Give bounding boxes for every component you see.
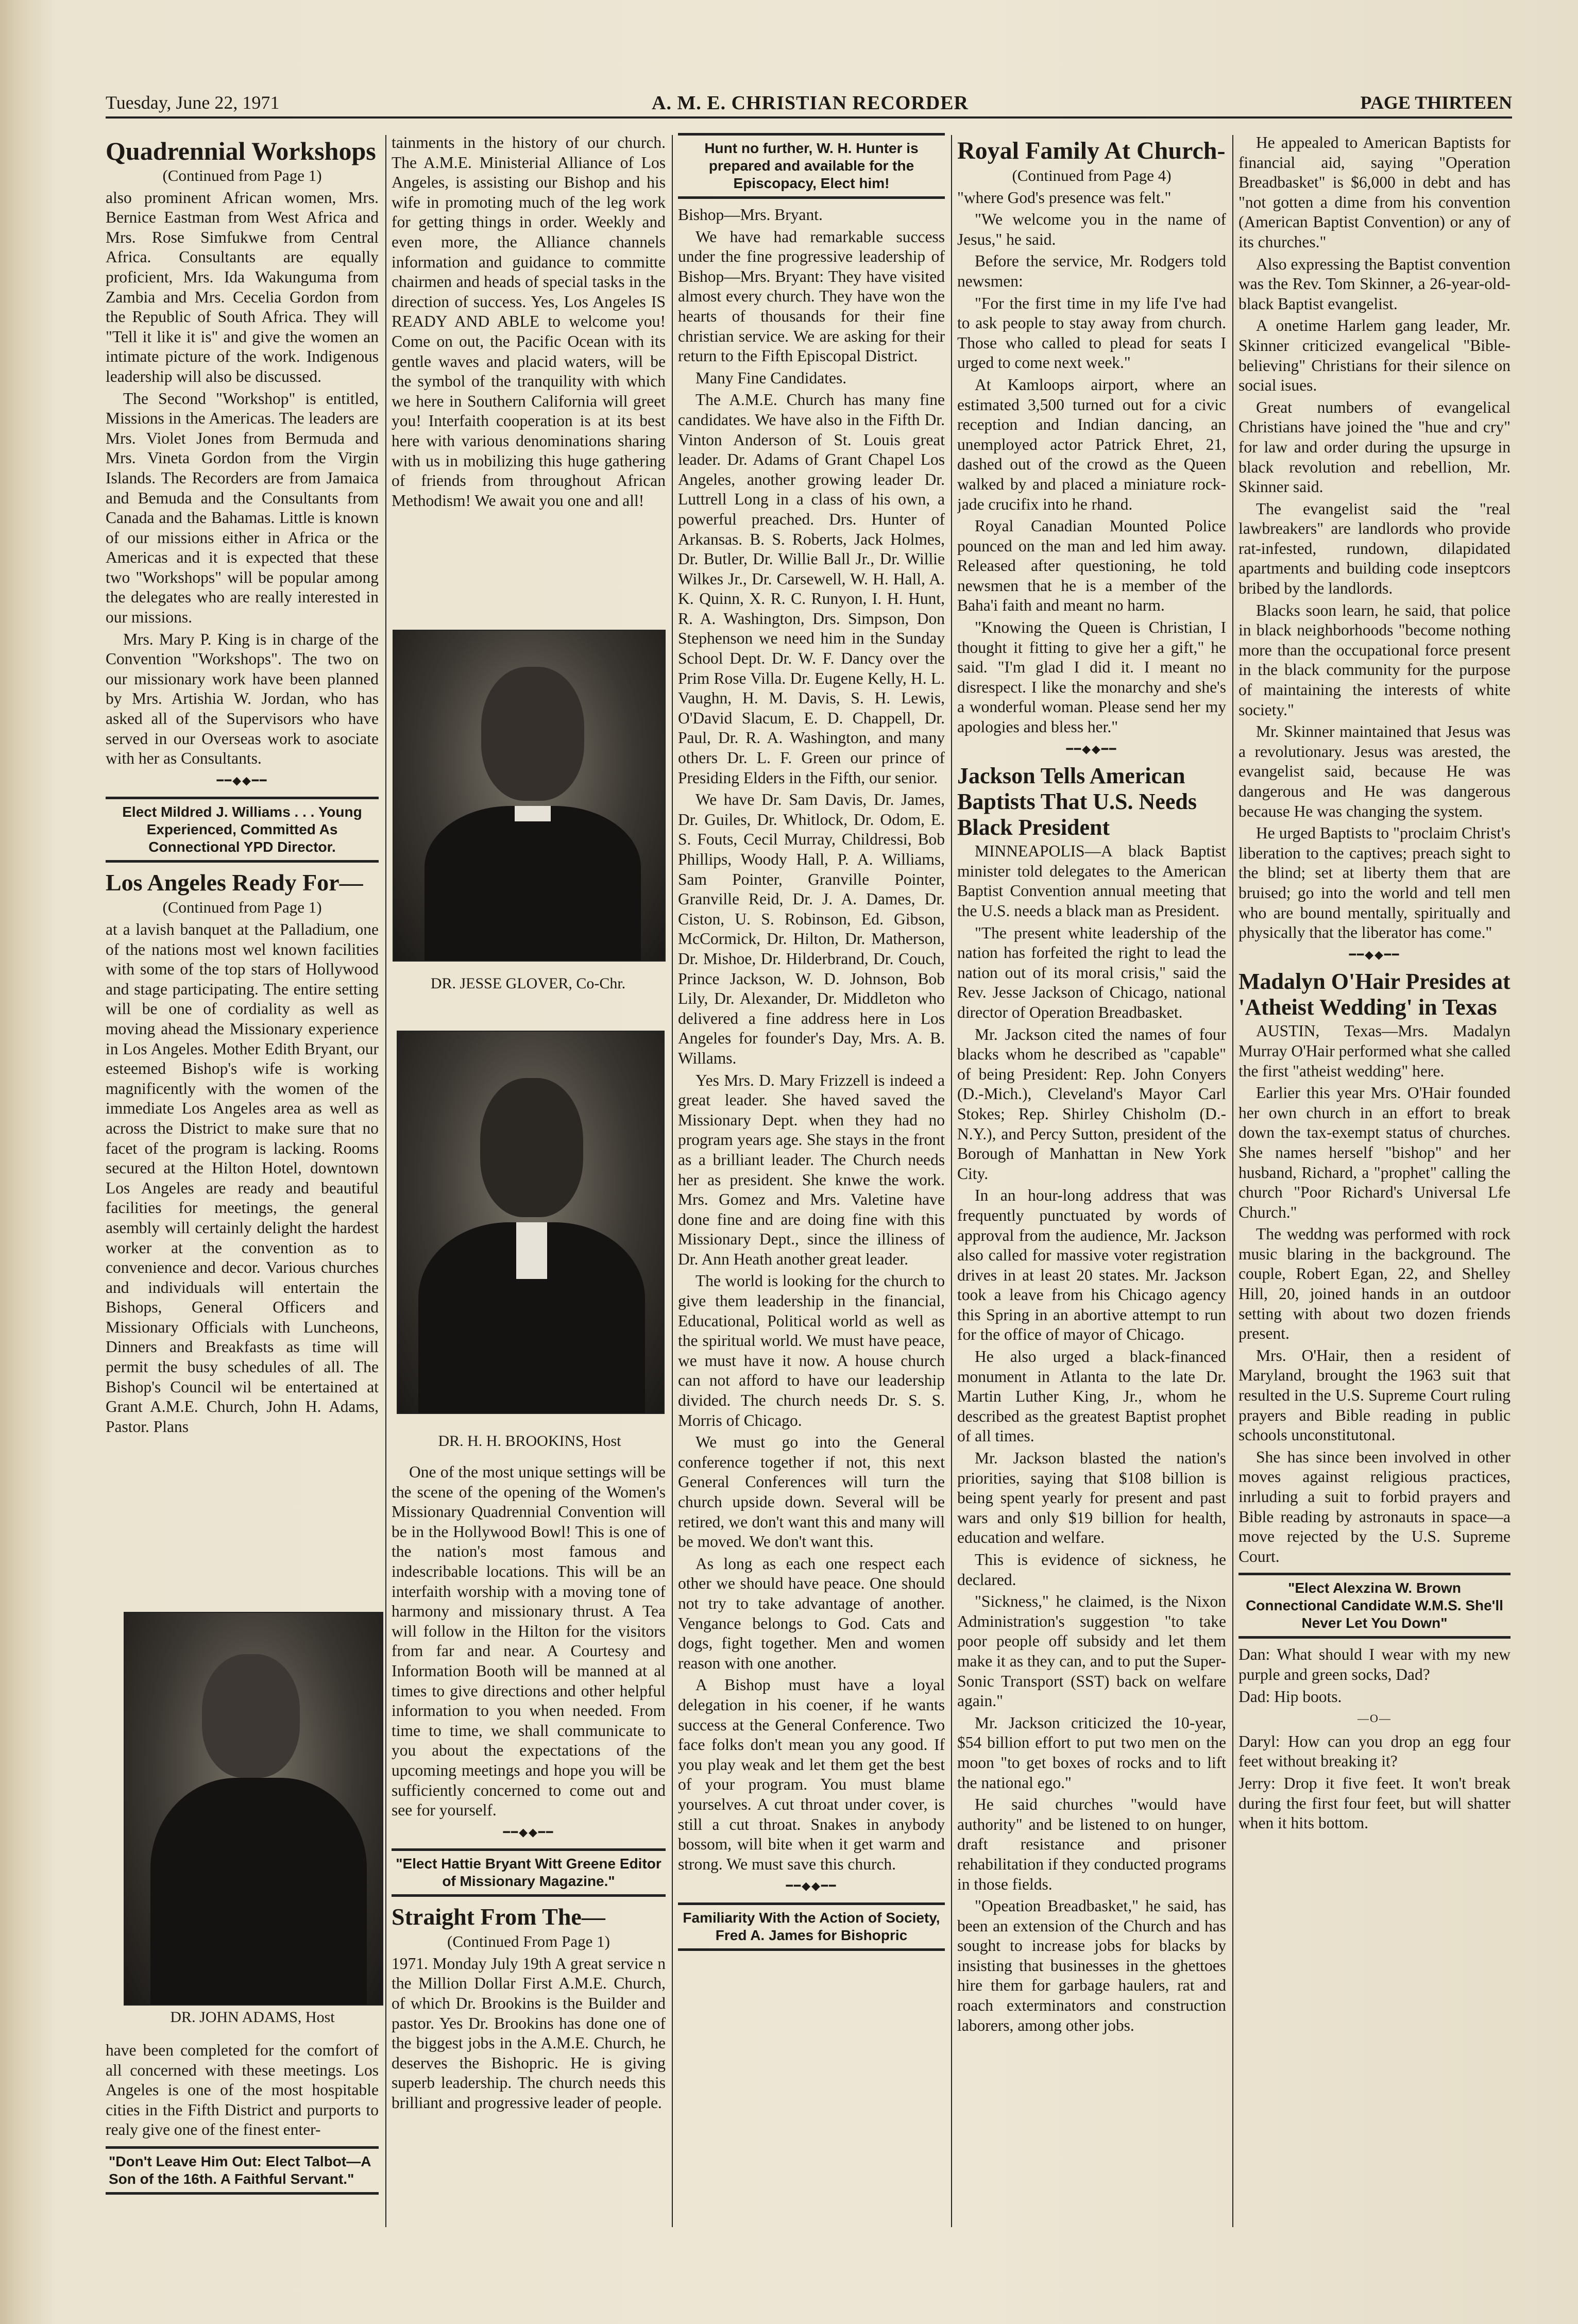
photo-subject (481, 667, 584, 801)
headline-quadrennial-workshops: Quadrennial Workshops (106, 137, 376, 165)
joke-line: Daryl: How can you drop an egg four feet without breaking it? (1238, 1732, 1511, 1771)
photo-subject (202, 1654, 300, 1778)
article-paragraph: The A.M.E. Church has many fine candidates. We have also in the Fifth Dr. Vinton Anderson of St. Louis great leader. Dr. Adams of Grant Chapel Los Angeles, another growing leader Dr. Luttrell Long in a class of his own, a powerful preached. Drs. Hunter of Arkansas. B. S. Roberts, Jack Holmes, Dr. Butler, Dr. Willie Ball Jr., Dr. Willie Wilkes Jr., Dr. Carsewell, W. H. Hall, A. K. Quinn, X. R. C. Runyon, I. H. Hunt, R. A. Washington, Drs. Simpson, Don Stephenson we need him in the Sunday School Dept. Dr. W. F. Dancy over the Prim Rose Villa. Dr. Eugene Kelly, H. L. Vaughn, H. M. Davis, S. H. Lewis, O'David Slacum, E. D. Chappell, Dr. Paul, Dr. R. A. Washington, and many others Dr. L. F. Green our prince of Presiding Elders in the Fifth, our senior. (678, 391, 945, 787)
header-publication: A. M. E. CHRISTIAN RECORDER (652, 92, 969, 114)
article-paragraph: Bishop—Mrs. Bryant. (678, 206, 823, 224)
article-paragraph: Also expressing the Baptist convention was the Rev. Tom Skinner, a 26-year-old-black Baptist evangelist. (1238, 255, 1511, 313)
column-2-continued (392, 1462, 666, 2225)
article-paragraph: As long as each one respect each other we should have peace. One should not try to take advantage of another. Vengance belongs to God. Cats and dogs, fight together. Men and women reason with one another. (678, 1554, 945, 1672)
article-paragraph: The evangelist said the "real lawbreakers" are landlords who provide rat-infested, rundown, dilapidated apartments and building code inseptcors bribed by the landlords. (1238, 499, 1511, 598)
continued-line: (Continued from Page 4) (1012, 166, 1172, 184)
continued-line: (Continued from Page 1) (162, 166, 322, 184)
column-1 (106, 133, 379, 1591)
clerical-collar (515, 806, 551, 821)
election-notice-box: Elect Mildred J. Williams . . . Young Experienced, Committed As Connectional YPD Director. (106, 797, 379, 863)
article-paragraph: A Bishop must have a loyal delegation in his coener, if he wants success at the General Conference. Two face folks don't mean you any good. If you play weak and let them get the best of your program. You must blame yourselves. A cut throat under cover, is still a cut throat. Snakes in anybody bossom, will bite when it get warm and strong. We must save this church. (678, 1676, 945, 1873)
joke-line: Dan: What should I wear with my new purple and green socks, Dad? (1238, 1645, 1511, 1683)
page-header (106, 92, 1512, 119)
photo-john-adams (124, 1612, 383, 2006)
article-paragraph: Mr. Skinner maintained that Jesus was a revolutionary. Jesus was arested, the evangelist said, because He was dangerous and He was dangerous because He was changing the system. (1238, 722, 1511, 820)
ornament-divider: ━━◆◆━━ (503, 1825, 554, 1839)
joke-line: Jerry: Drop it five feet. It won't break during the first four feet, but will shatter when it hits bottom. (1238, 1774, 1511, 1832)
article-paragraph: We have had remarkable success under the fine progressive leadership of Bishop—Mrs. Bryant: They have visited almost every church. They have won the hearts of thousands for their fine christian service. We are asking for their return to the Fifth Episcopal District. (678, 227, 945, 365)
article-paragraph: Great numbers of evangelical Christians have joined the "hue and cry" for law and order during the upsurge in black revolution and rebellion, Mr. Skinner said. (1238, 398, 1511, 496)
article-paragraph: Mr. Jackson blasted the nation's priorities, saying that $108 billion is being spent yearly for present and past wars and only $19 billion for health, education and welfare. (957, 1449, 1226, 1547)
joke-line: Dad: Hip boots. (1238, 1687, 1342, 1706)
photo-subject (150, 1778, 367, 2005)
column-2 (392, 133, 666, 617)
article-paragraph: 1971. Monday July 19th A great service n the Million Dollar First A.M.E. Church, of which Dr. Brookins is the Builder and pastor. Yes Dr. Brookins has done one of the biggest jobs in the A.M.E. Church, he deserves the Bishopric. He is giving superb leadership. The church needs this brilliant and progressive leader of people. (392, 1954, 666, 2112)
article-paragraph: tainments in the history of our church. The A.M.E. Ministerial Alliance of Los Angeles, is assisting our Bishop and his wife in promoting much of the leg work for getting things in order. Weekly and even more, the Alliance channels information and guidance to committe chairmen and heads of special tasks in the direction of success. Yes, Los Angeles IS READY AND ABLE to welcome you! Come on out, the Pacific Ocean with its gentle waves and placid waters, will be the symbol of the tranquility with which we here in Southern California will greet you! Interfaith cooperation is at its best here with various denominations sharing with us in mobilizing this huge gathering of friends from throughout African Methodism! We await you one and all! (392, 133, 666, 510)
article-paragraph: "We welcome you in the name of Jesus," he said. (957, 210, 1226, 248)
column-rule (1232, 135, 1233, 2227)
article-paragraph: He urged Baptists to "proclaim Christ's liberation to the captives; preach sight to the blind; set at liberty them that are bruised; go into the world and tell men who are bound mentally, spiritually and physically that the liberator has come." (1238, 824, 1511, 942)
photo-caption: DR. JOHN ADAMS, Host (170, 2009, 335, 2026)
article-paragraph: He also urged a black-financed monument in Atlanta to the late Dr. Martin Luther King, Jr., whom he described as the greatest Baptist prophet of all times. (957, 1348, 1226, 1445)
article-paragraph: "For the first time in my life I've had to ask people to stay away from church. Those who called to plead for seats I urged to come next week." (957, 294, 1226, 372)
separator: —O— (1358, 1712, 1392, 1725)
ornament-divider: ━━◆◆━━ (1349, 948, 1400, 961)
article-paragraph: The Second "Workshop" is entitled, Missions in the Americas. The leaders are Mrs. Violet Jones from Bermuda and Mrs. Vineta Gordon from the Virgin Islands. The Recorders are from Jamaica and Bemuda and the Consultants from Canada and the Bahamas. Little is known of our missions either in Africa or the Americas and it is expected that these two "Workshops" will be popular among the delegates who are really interested in our missions. (106, 389, 379, 627)
article-paragraph: One of the most unique settings will be the scene of the opening of the Women's Missionary Quadrennial Convention will be in the Hollywood Bowl! This is one of the nation's most famous and indescribable locations. This will be an interfaith worship with a moving tone of harmony and missionary thrust. A Tea will follow in the Hilton for the visitors from far and near. A Courtesy and Information Booth will be manned at al times to give directions and other helpful information to you when needed. From time to time, we shall communicate to you about the expectations of the upcoming meetings and hope you will be sufficiently concerned to come out and see for yourself. (392, 1463, 666, 1820)
election-notice-box: "Elect Alexzina W. Brown Connectional Candidate W.M.S. She'll Never Let You Down" (1238, 1573, 1511, 1639)
column-3 (678, 133, 945, 2225)
article-paragraph: He said churches "would have authority" and be listened to on hunger, draft resistance and prisoner rehabilitation if they conducted programs in those fields. (957, 1795, 1226, 1893)
article-paragraph: A onetime Harlem gang leader, Mr. Skinner criticized evangelical "Bible-believing" Christians for their silence on social isues. (1238, 316, 1511, 395)
article-paragraph: "Opeation Breadbasket," he said, has been an extension of the Church and has sought to increase jobs for blacks by insisting that businesses in the ghettoes hire them for garbage haulers, rat and roach exterminators and construction laborers, among other jobs. (957, 1897, 1226, 2034)
article-paragraph: "Sickness," he claimed, is the Nixon Administration's suggestion "to take poor people off subsidy and let them make it as they can, and to put the Super-Sonic Transport (SST) back on welfare again." (957, 1592, 1226, 1710)
article-paragraph: "Knowing the Queen is Christian, I thought it fitting to give her a gift," he said. "I'm glad I did it. I meant no disrespect. I like the monarchy and she's a wonderful woman. Please send her my apologies and bless her." (957, 618, 1226, 736)
headline-straight-from-the: Straight From The— (392, 1904, 605, 1930)
article-paragraph: At Kamloops airport, where an estimated 3,500 turned out for a civic reception and Indian dancing, an unemployed actor Patrick Ehret, 21, dashed out of the crowd as the Queen walked by and placed a miniature rock-jade crucifix into he rhand. (957, 375, 1226, 513)
header-date: Tuesday, June 22, 1971 (106, 92, 280, 113)
ornament-divider: ━━◆◆━━ (1066, 742, 1117, 755)
headline-royal-family: Royal Family At Church- (957, 137, 1226, 164)
column-4 (957, 133, 1226, 2225)
ornament-divider: ━━◆◆━━ (216, 773, 268, 787)
election-notice-box: "Don't Leave Him Out: Elect Talbot—A Son of the 16th. A Faithful Servant." (106, 2146, 379, 2195)
photo-subject (480, 1078, 583, 1217)
column-rule (951, 135, 952, 2227)
article-paragraph: "The present white leadership of the nation has forfeited the right to lead the nation out of its moral crisis," said the Rev. Jesse Jackson of Chicago, national director of Operation Breadbasket. (957, 923, 1226, 1021)
election-notice-box: Hunt no further, W. H. Hunter is prepared and available for the Episcopacy, Elect him! (678, 133, 945, 199)
article-paragraph: Mrs. Mary P. King is in charge of the Convention "Workshops". The two on our missionary work have been planned by Mrs. Artishia W. Jordan, who has asked all of the Supervisors who have served in our Overseas work to asociate with her as Consultants. (106, 630, 379, 768)
header-page-number: PAGE THIRTEEN (1360, 92, 1512, 113)
continued-line: (Continued From Page 1) (447, 1932, 610, 1951)
article-paragraph: at a lavish banquet at the Palladium, one of the nations most wel known facilities with some of the top stars of Hollywood and stage participating. The entire setting will be one of cordiality as well as moving ahead the Missionary experience in Los Angeles. Mother Edith Bryant, our esteemed Bishop's wife is working magnificently with the women of the immediate Los Angeles area as well as across the District to make sure that no facet of the program is lacking. Rooms secured at the Hilton Hotel, downtown Los Angeles are ready and beautiful facilities for meetings, the general asembly will certainly delight the hardest worker at the convention as to convenience and decor. Various churches and individuals will entertain the Bishops, General Officers and Missionary Officials with Luncheons, Dinners and Breakfasts as time will permit the busy schedules of all. The Bishop's Council wil be entertained at Grant A.M.E. Church, John H. Adams, Pastor. Plans (106, 920, 379, 1436)
article-paragraph: Before the service, Mr. Rodgers told newsmen: (957, 252, 1226, 290)
shirt-collar (516, 1222, 547, 1279)
article-paragraph: Yes Mrs. D. Mary Frizzell is indeed a great leader. She haved saved the Missionary Dept. when they had no program years age. She stays in the front as a brilliant leader. The Church needs her as president. She knwe the work. Mrs. Gomez and Mrs. Valetine have done fine and are doing fine with this Missionary Dept., since the illiness of Dr. Ann Heath another great leader. (678, 1071, 945, 1268)
headline-ohair-atheist-wedding: Madalyn O'Hair Presides at 'Atheist Wedding' in Texas (1238, 969, 1511, 1020)
article-paragraph: also prominent African women, Mrs. Bernice Eastman from West Africa and Mrs. Rose Simfukwe from Central Africa. Consultants are equally proficient, Mrs. Ida Wakunguma from Zambia and Mrs. Cecelia Gordon from the Republic of South Africa. They will "Tell it like it is" and give the women an intimate picture of the work. Indigenous leadership will also be discussed. (106, 188, 379, 385)
article-paragraph: Mrs. O'Hair, then a resident of Maryland, brought the 1963 suit that resulted in the U.S. Supreme Court ruling prayers and Bible reading in public schools unconstitutonal. (1238, 1346, 1511, 1444)
article-paragraph: Royal Canadian Mounted Police pounced on the man and led him away. Released after questioning, he told newsmen that he is a member of the Baha'i faith and meant no harm. (957, 517, 1226, 615)
article-paragraph: She has since been involved in other moves against religious practices, inrluding a suit to forbid prayers and Bible reading by astronauts in space—a move rejected by the U.S. Supreme Court. (1238, 1447, 1511, 1565)
article-paragraph: Many Fine Candidates. (695, 368, 847, 387)
article-paragraph: Blacks soon learn, he said, that police in black neighborhoods "become nothing more than the occupational force present in the black community for the purpose of maintaining the interests of white society." (1238, 601, 1511, 719)
article-paragraph: Mr. Jackson cited the names of four blacks whom he described as "capable" of being President: Rep. John Conyers (D.-Mich.), Cleveland's Mayor Carl Stokes; Rep. Shirley Chisholm (D.-N.Y.), and Percy Sutton, president of the Borough of Manhattan in New York City. (957, 1025, 1226, 1183)
election-notice-box: "Elect Hattie Bryant Witt Greene Editor of Missionary Magazine." (392, 1848, 666, 1897)
photo-caption: DR. H. H. BROOKINS, Host (438, 1433, 621, 1450)
article-paragraph: He appealed to American Baptists for financial aid, saying "Operation Breadbasket" is $6,000 in debt and has "not gotten a dime from his convention (American Baptist Convention) or any of its churches." (1238, 133, 1511, 251)
column-1-continued (106, 2041, 379, 2226)
headline-jackson-black-president: Jackson Tells American Baptists That U.S. Needs Black President (957, 763, 1197, 840)
article-paragraph: have been completed for the comfort of all concerned with these meetings. Los Angeles is one of the most hospitable cities in the Fifth District and purports to realy give one of the finest enter- (106, 2041, 379, 2139)
election-notice-box: Familiarity With the Action of Society, Fred A. James for Bishopric (678, 1902, 945, 1951)
article-paragraph: Earlier this year Mrs. O'Hair founded her own church in an effort to break down the tax-exempt status of churches. She names herself "bishop" and her husband, Richard, a "prophet" calling the church "Poor Richard's Universal Lfe Church." (1238, 1084, 1511, 1221)
article-paragraph: "where God's presence was felt." (957, 188, 1172, 207)
article-paragraph: The world is looking for the church to give them leadership in the financial, Educational, Political world as well as the spiritual world. We must have peace, we must have it now. A house church can not afford to have our leadership divided. The church needs Dr. S. S. Morris of Chicago. (678, 1272, 945, 1429)
column-5 (1238, 133, 1511, 2225)
photo-subject (425, 806, 641, 961)
article-paragraph: We have Dr. Sam Davis, Dr. James, Dr. Guiles, Dr. Whitlock, Dr. Odom, E. S. Fouts, Cecil Murray, Childressi, Bob Phillips, Woody Hall, P. A. Williams, Sam Pointer, Granville Pointer, Granville Reid, Dr. J. A. Dames, Dr. Ciston, U. S. Robinson, Ed. Gibson, McCormick, Dr. Hilton, Dr. Matherson, Dr. Mishoe, Dr. Hilderbrand, Dr. Couch, Prince Jackson, W. D. Johnson, Bob Lily, Dr. Alexander, Dr. Middleton who delivered a fine address here in Los Angeles for founder's Day, Mrs. A. B. Willams. (678, 790, 945, 1067)
ornament-divider: ━━◆◆━━ (786, 1879, 837, 1893)
column-rule (385, 135, 386, 2227)
article-paragraph: This is evidence of sickness, he declared. (957, 1551, 1226, 1589)
article-paragraph: We must go into the General conference together if not, this next General Conferences will turn the church upside down. Several will be retired, we don't want this and many will be moved. We don't want this. (678, 1433, 945, 1551)
article-paragraph: The weddng was performed with rock music blaring in the background. The couple, Robert Egan, 22, and Shelley Hill, 20, joined hands in an outdoor setting with about two dozen friends present. (1238, 1225, 1511, 1343)
article-paragraph: MINNEAPOLIS—A black Baptist minister told delegates to the American Baptist Convention annual meeting that the U.S. needs a black man as President. (957, 842, 1226, 920)
photo-caption: DR. JESSE GLOVER, Co-Chr. (430, 975, 626, 992)
article-paragraph: Mr. Jackson criticized the 10-year, $54 billion effort to put two men on the moon "to get boxes of rocks and to lift the national ego." (957, 1713, 1226, 1792)
article-paragraph: In an hour-long address that was frequently punctuated by words of approval from the audience, Mr. Jackson also called for massive voter registration drives in at least 20 states. Mr. Jackson took a leave from his Chicago agency this Spring in an abortive attempt to run for the office of mayor of Chicago. (957, 1186, 1226, 1344)
continued-line: (Continued from Page 1) (162, 898, 322, 917)
headline-los-angeles-ready: Los Angeles Ready For— (106, 869, 363, 896)
photo-h-h-brookins (397, 1031, 665, 1414)
column-rule (672, 135, 673, 2227)
article-paragraph: AUSTIN, Texas—Mrs. Madalyn Murray O'Hair performed what she called the first "atheist wedding" here. (1238, 1022, 1511, 1080)
photo-jesse-glover (393, 630, 666, 962)
